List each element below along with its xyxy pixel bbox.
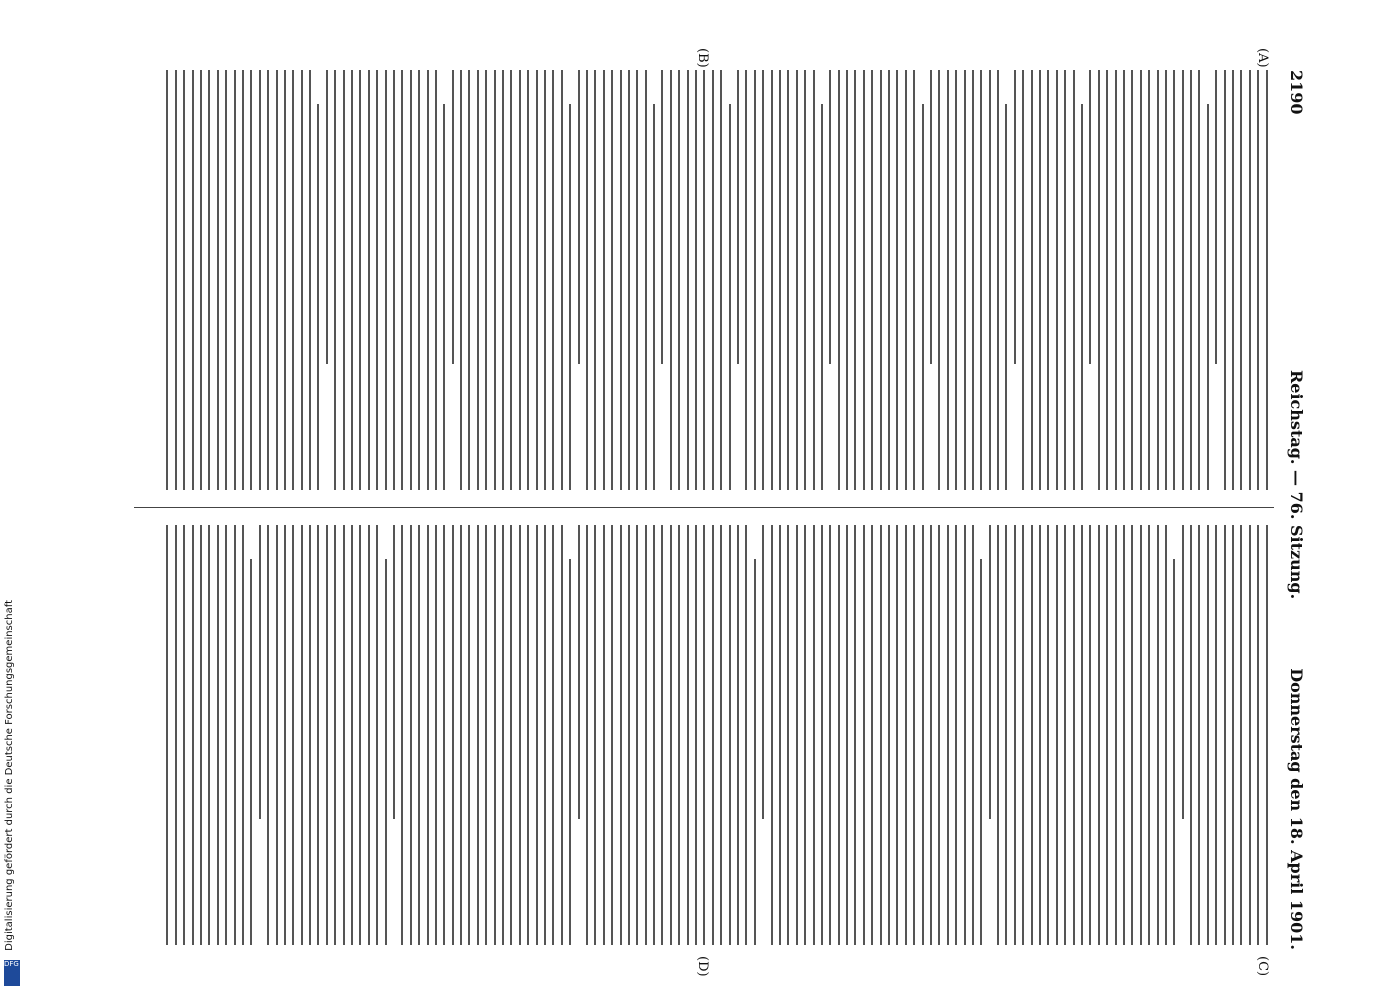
text-line: [905, 70, 907, 490]
text-line: [166, 70, 168, 490]
text-line: [703, 525, 705, 945]
text-column-right: [160, 525, 1274, 945]
text-line: [1148, 70, 1150, 490]
text-line: [292, 525, 294, 945]
text-line: [703, 70, 705, 490]
text-line: [510, 525, 512, 945]
text-line: [301, 525, 303, 945]
text-line: [980, 70, 982, 490]
text-line: [1249, 70, 1251, 490]
text-line: [913, 70, 915, 490]
text-line: [359, 70, 361, 490]
text-line: [250, 559, 252, 945]
text-line: [989, 525, 991, 819]
text-line: [813, 525, 815, 945]
text-line: [317, 104, 319, 490]
text-line: [854, 525, 856, 945]
text-line: [972, 525, 974, 945]
text-line: [771, 70, 773, 490]
text-line: [636, 525, 638, 945]
text-line: [754, 70, 756, 490]
text-line: [242, 70, 244, 490]
text-line: [821, 525, 823, 945]
text-line: [309, 70, 311, 490]
text-line: [611, 525, 613, 945]
text-line: [871, 70, 873, 490]
text-line: [1073, 70, 1075, 490]
rotated-page: [70, 48, 1310, 977]
text-line: [460, 525, 462, 945]
text-line: [1089, 525, 1091, 945]
text-line: [1240, 70, 1242, 490]
text-line: [720, 525, 722, 945]
text-line: [234, 70, 236, 490]
text-line: [250, 70, 252, 490]
text-line: [1131, 70, 1133, 490]
text-line: [796, 70, 798, 490]
text-line: [754, 559, 756, 945]
text-line: [494, 70, 496, 490]
text-line: [242, 525, 244, 945]
text-line: [695, 70, 697, 490]
text-line: [1064, 70, 1066, 490]
text-line: [611, 70, 613, 490]
text-line: [393, 525, 395, 819]
text-line: [334, 525, 336, 945]
text-line: [1257, 525, 1259, 945]
text-line: [1006, 525, 1008, 945]
text-line: [838, 70, 840, 490]
text-line: [477, 525, 479, 945]
marker-b: (B): [695, 48, 710, 68]
text-line: [166, 525, 168, 945]
text-line: [359, 525, 361, 945]
text-line: [418, 525, 420, 945]
text-line: [401, 525, 403, 945]
text-line: [1123, 525, 1125, 945]
text-line: [829, 70, 831, 364]
marker-a: (A): [1255, 48, 1270, 68]
text-line: [410, 525, 412, 945]
text-line: [1257, 70, 1259, 490]
text-line: [930, 525, 932, 945]
column-divider: [134, 507, 1274, 508]
text-line: [284, 525, 286, 945]
text-line: [905, 525, 907, 945]
text-line: [938, 525, 940, 945]
text-line: [1047, 525, 1049, 945]
text-line: [276, 70, 278, 490]
text-line: [678, 70, 680, 490]
text-line: [569, 104, 571, 490]
text-line: [401, 70, 403, 490]
text-line: [544, 70, 546, 490]
text-line: [846, 525, 848, 945]
text-line: [1056, 525, 1058, 945]
text-line: [1165, 525, 1167, 945]
text-line: [594, 70, 596, 490]
text-line: [804, 70, 806, 490]
text-line: [427, 525, 429, 945]
text-line: [343, 525, 345, 945]
text-line: [469, 525, 471, 945]
text-line: [787, 70, 789, 490]
text-line: [217, 70, 219, 490]
text-line: [896, 70, 898, 490]
text-line: [586, 525, 588, 945]
text-line: [880, 525, 882, 945]
text-line: [687, 525, 689, 945]
text-line: [645, 525, 647, 945]
text-line: [888, 70, 890, 490]
text-line: [234, 525, 236, 945]
text-line: [569, 559, 571, 945]
text-line: [955, 70, 957, 490]
text-line: [947, 525, 949, 945]
text-column-left: [160, 70, 1274, 490]
text-line: [645, 70, 647, 490]
text-line: [1165, 70, 1167, 490]
text-line: [1140, 70, 1142, 490]
text-line: [452, 525, 454, 945]
text-line: [1089, 70, 1091, 364]
text-line: [771, 525, 773, 945]
text-line: [1266, 70, 1268, 490]
text-line: [368, 70, 370, 490]
text-line: [1140, 525, 1142, 945]
text-line: [510, 70, 512, 490]
text-line: [418, 70, 420, 490]
text-line: [737, 70, 739, 364]
text-line: [578, 70, 580, 364]
text-line: [1131, 525, 1133, 945]
text-line: [267, 525, 269, 945]
text-line: [1047, 70, 1049, 490]
text-line: [1173, 559, 1175, 945]
text-line: [1022, 70, 1024, 490]
text-line: [896, 525, 898, 945]
text-line: [1215, 70, 1217, 364]
text-line: [930, 70, 932, 364]
text-line: [485, 70, 487, 490]
text-line: [880, 70, 882, 490]
page-number: 2190: [1287, 70, 1306, 115]
text-line: [1014, 525, 1016, 945]
text-line: [1115, 525, 1117, 945]
text-line: [443, 525, 445, 945]
text-line: [208, 525, 210, 945]
text-line: [947, 70, 949, 490]
text-line: [1064, 525, 1066, 945]
text-line: [1098, 525, 1100, 945]
text-line: [1073, 525, 1075, 945]
text-line: [435, 70, 437, 490]
text-line: [863, 70, 865, 490]
text-line: [1207, 525, 1209, 945]
text-line: [485, 525, 487, 945]
text-line: [821, 104, 823, 490]
text-line: [1249, 525, 1251, 945]
session-date: Donnerstag den 18. April 1901.: [1287, 668, 1306, 950]
text-line: [175, 525, 177, 945]
text-line: [712, 525, 714, 945]
text-line: [192, 70, 194, 490]
text-line: [410, 70, 412, 490]
text-line: [1224, 70, 1226, 490]
text-line: [1198, 70, 1200, 490]
text-line: [200, 70, 202, 490]
text-line: [259, 525, 261, 819]
text-line: [301, 70, 303, 490]
text-line: [762, 525, 764, 819]
text-line: [1266, 525, 1268, 945]
text-line: [334, 70, 336, 490]
text-line: [1232, 525, 1234, 945]
text-line: [603, 525, 605, 945]
text-line: [183, 525, 185, 945]
text-line: [343, 70, 345, 490]
text-line: [376, 70, 378, 490]
text-line: [1106, 70, 1108, 490]
text-line: [838, 525, 840, 945]
text-line: [452, 70, 454, 364]
text-line: [284, 70, 286, 490]
text-line: [443, 104, 445, 490]
text-line: [1039, 70, 1041, 490]
text-line: [678, 525, 680, 945]
text-line: [964, 70, 966, 490]
text-line: [544, 525, 546, 945]
text-line: [276, 525, 278, 945]
text-line: [536, 70, 538, 490]
text-line: [670, 70, 672, 490]
text-line: [804, 525, 806, 945]
text-line: [661, 525, 663, 945]
text-line: [1215, 525, 1217, 945]
text-line: [653, 104, 655, 490]
text-line: [578, 525, 580, 819]
text-line: [469, 70, 471, 490]
text-line: [460, 70, 462, 490]
text-line: [552, 70, 554, 490]
text-line: [502, 525, 504, 945]
text-line: [729, 525, 731, 945]
text-line: [502, 70, 504, 490]
text-line: [628, 525, 630, 945]
text-line: [1190, 70, 1192, 490]
text-line: [620, 70, 622, 490]
text-line: [997, 70, 999, 490]
text-line: [762, 70, 764, 490]
text-line: [787, 525, 789, 945]
text-line: [779, 525, 781, 945]
session-title: Reichstag. — 76. Sitzung.: [1287, 370, 1306, 600]
text-line: [594, 525, 596, 945]
marker-d: (D): [695, 956, 710, 977]
text-line: [737, 525, 739, 945]
text-line: [846, 70, 848, 490]
text-line: [1039, 525, 1041, 945]
text-line: [1173, 70, 1175, 490]
text-line: [636, 70, 638, 490]
footer-credit: Digitalisierung gefördert durch die Deutsche Forschungsgemeinschaft: [4, 600, 15, 951]
text-line: [1123, 70, 1125, 490]
text-line: [427, 70, 429, 490]
dfg-logo: DFG: [4, 960, 20, 986]
text-line: [1115, 70, 1117, 490]
text-line: [1148, 525, 1150, 945]
text-line: [376, 525, 378, 945]
text-line: [829, 525, 831, 945]
text-line: [687, 70, 689, 490]
text-line: [745, 525, 747, 945]
text-line: [1232, 70, 1234, 490]
text-line: [745, 70, 747, 490]
text-line: [527, 70, 529, 490]
text-line: [1106, 525, 1108, 945]
text-line: [385, 559, 387, 945]
text-line: [871, 525, 873, 945]
text-line: [192, 525, 194, 945]
text-line: [1182, 525, 1184, 819]
text-line: [922, 525, 924, 945]
text-line: [326, 525, 328, 945]
text-line: [1157, 70, 1159, 490]
text-line: [200, 525, 202, 945]
text-line: [477, 70, 479, 490]
text-line: [561, 70, 563, 490]
text-line: [1207, 104, 1209, 490]
text-line: [796, 525, 798, 945]
text-line: [813, 70, 815, 490]
text-line: [527, 525, 529, 945]
text-line: [955, 525, 957, 945]
text-line: [1081, 104, 1083, 490]
text-line: [435, 525, 437, 945]
text-line: [183, 70, 185, 490]
text-line: [368, 525, 370, 945]
text-line: [1098, 70, 1100, 490]
text-line: [292, 70, 294, 490]
text-line: [385, 70, 387, 490]
text-line: [1198, 525, 1200, 945]
text-line: [913, 525, 915, 945]
text-line: [317, 525, 319, 945]
text-line: [695, 525, 697, 945]
text-line: [720, 70, 722, 490]
text-line: [989, 70, 991, 490]
text-line: [519, 525, 521, 945]
text-line: [351, 525, 353, 945]
text-line: [351, 70, 353, 490]
text-line: [712, 70, 714, 490]
text-line: [980, 559, 982, 945]
text-line: [922, 104, 924, 490]
text-line: [1031, 525, 1033, 945]
text-line: [888, 525, 890, 945]
text-line: [1081, 525, 1083, 945]
text-line: [586, 70, 588, 490]
text-line: [393, 70, 395, 490]
text-line: [620, 525, 622, 945]
text-line: [779, 70, 781, 490]
text-line: [863, 525, 865, 945]
text-line: [309, 525, 311, 945]
page-header: [1280, 70, 1310, 950]
text-line: [997, 525, 999, 945]
text-line: [1240, 525, 1242, 945]
text-line: [1014, 70, 1016, 364]
text-line: [1022, 525, 1024, 945]
text-line: [208, 70, 210, 490]
text-line: [628, 70, 630, 490]
text-line: [552, 525, 554, 945]
text-line: [1190, 525, 1192, 945]
text-line: [603, 70, 605, 490]
text-line: [670, 525, 672, 945]
text-line: [964, 525, 966, 945]
text-line: [1224, 525, 1226, 945]
text-line: [1182, 70, 1184, 490]
text-line: [729, 104, 731, 490]
text-line: [661, 70, 663, 364]
marker-c: (C): [1255, 956, 1270, 977]
text-line: [1031, 70, 1033, 490]
text-line: [536, 525, 538, 945]
text-line: [259, 70, 261, 490]
text-line: [1056, 70, 1058, 490]
text-line: [854, 70, 856, 490]
text-line: [519, 70, 521, 490]
text-line: [1157, 525, 1159, 945]
text-line: [225, 70, 227, 490]
text-line: [217, 525, 219, 945]
text-line: [494, 525, 496, 945]
text-line: [326, 70, 328, 364]
text-line: [1006, 104, 1008, 490]
text-line: [653, 525, 655, 945]
text-line: [561, 525, 563, 945]
text-line: [267, 70, 269, 490]
text-line: [175, 70, 177, 490]
text-line: [938, 70, 940, 490]
text-line: [225, 525, 227, 945]
text-line: [972, 70, 974, 490]
